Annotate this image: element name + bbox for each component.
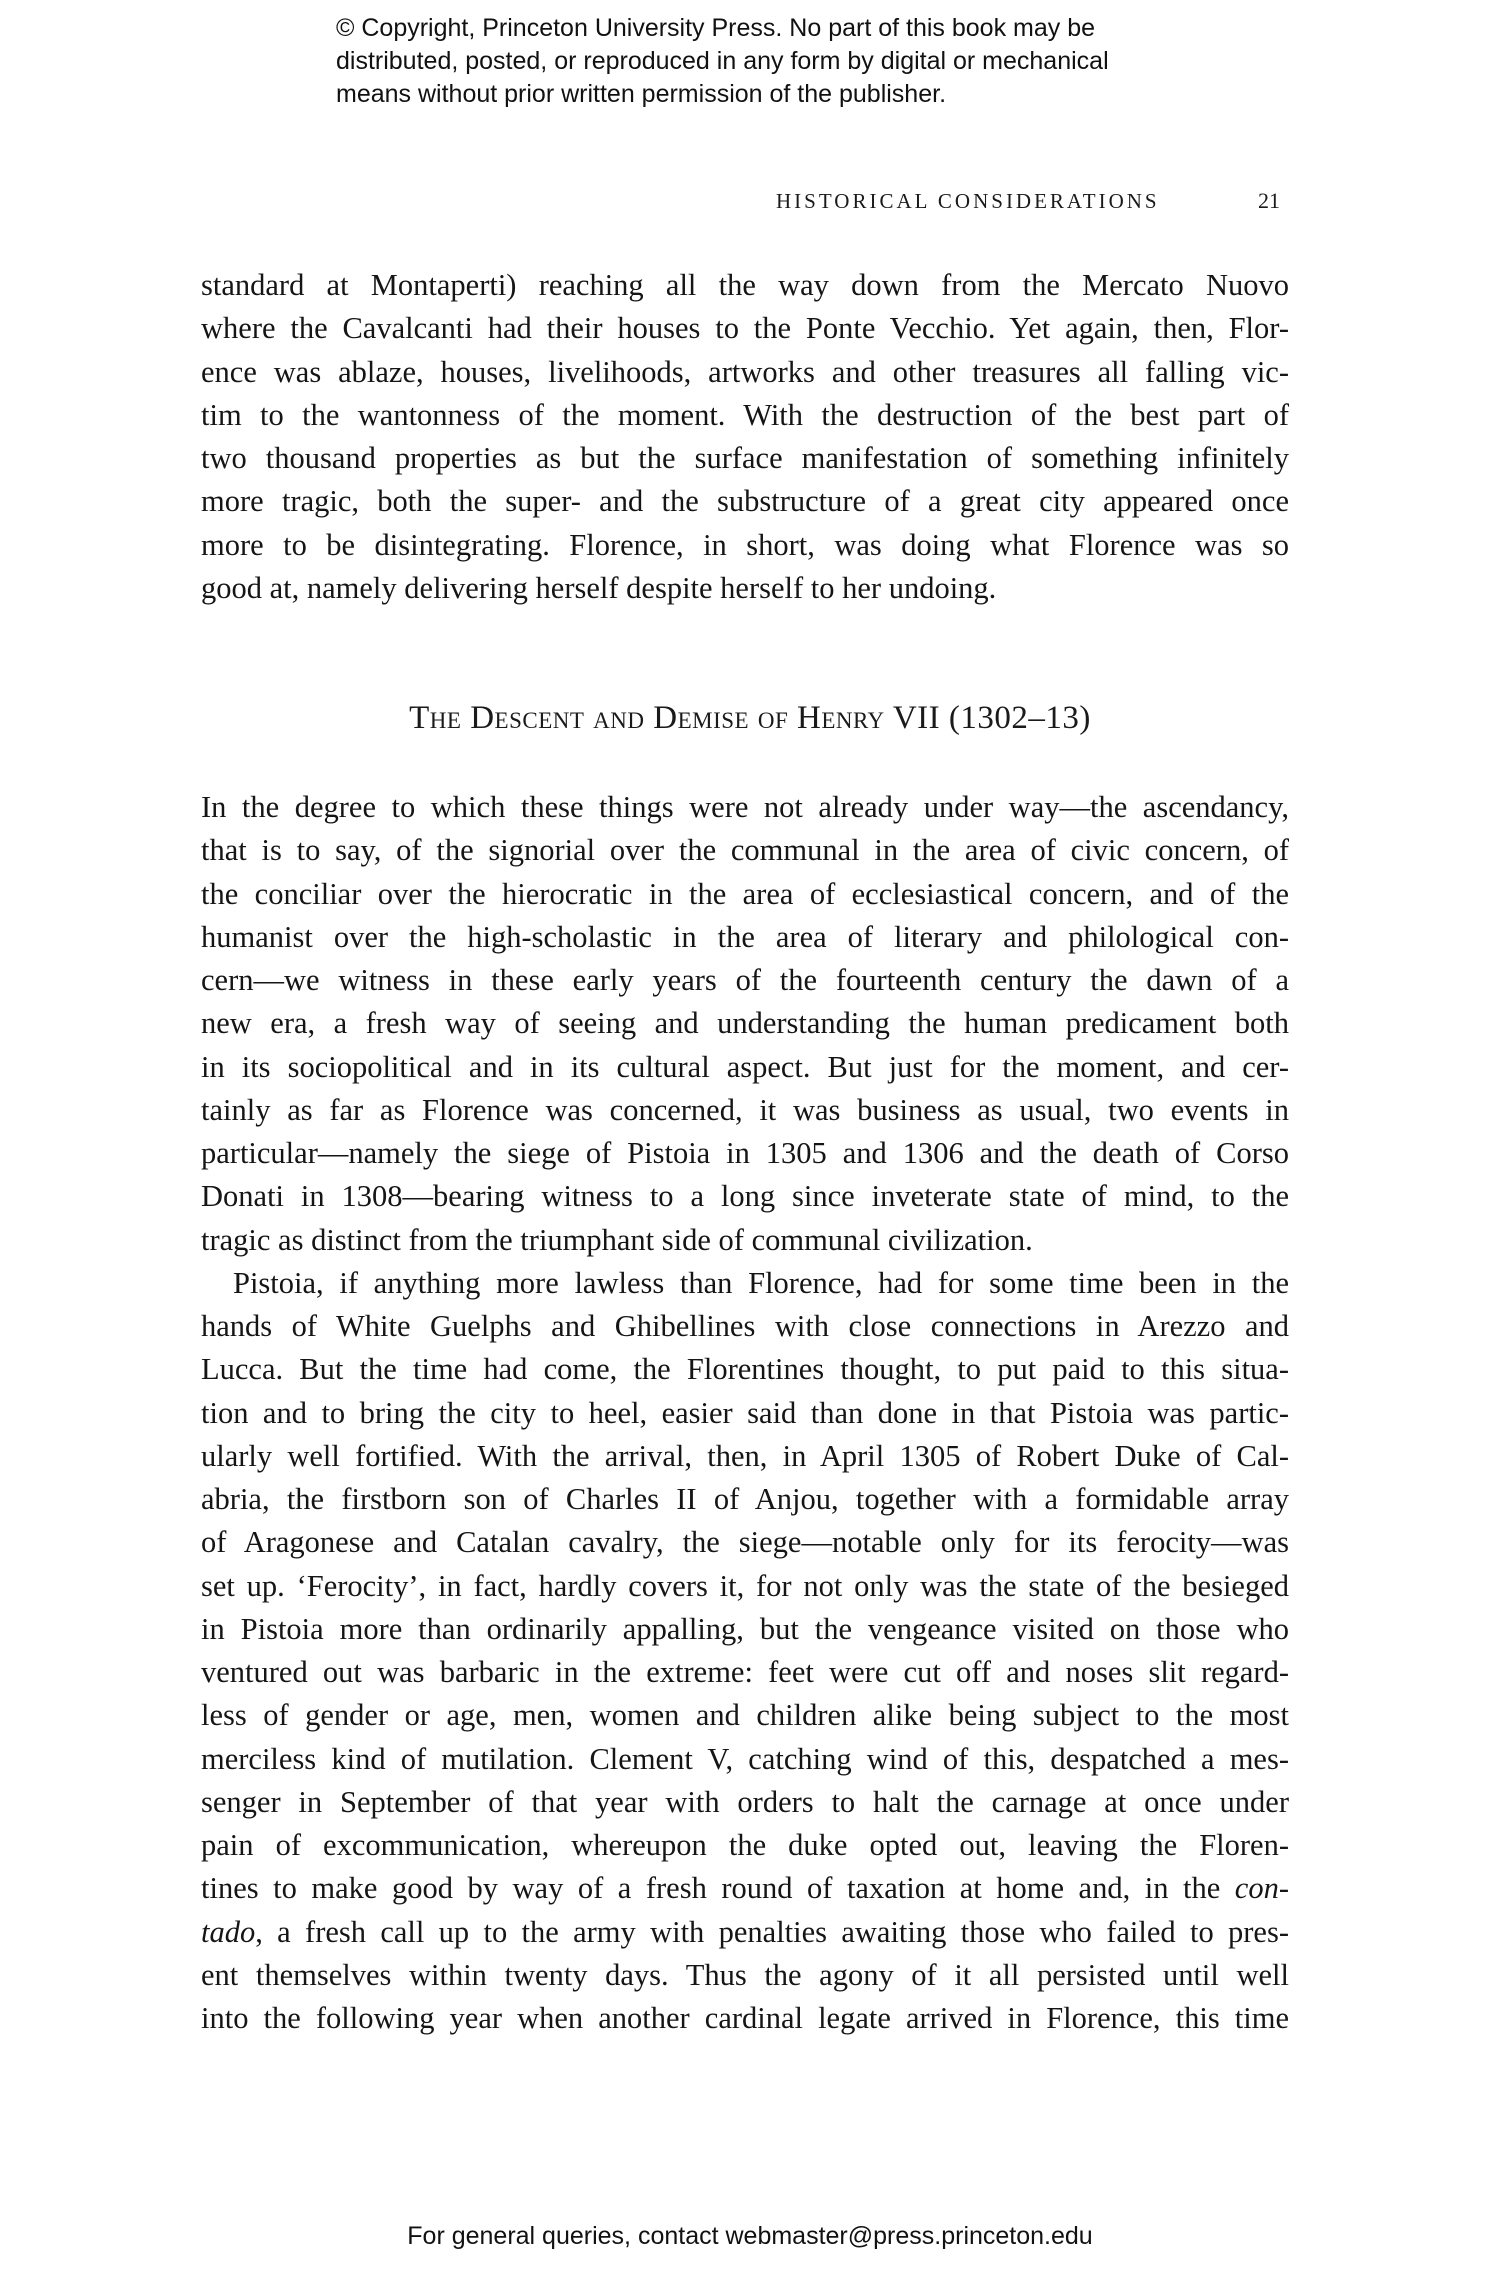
text-line: where the Cavalcanti had their houses to the Ponte Vecchio. Yet again, then, Flor-	[201, 311, 1289, 346]
page-number: 21	[1258, 188, 1280, 213]
running-head-title: HISTORICAL CONSIDERATIONS	[776, 189, 1160, 213]
text-line: ularly well fortified. With the arrival, then, in April 1305 of Robert Duke of Cal-	[201, 1438, 1289, 1473]
text-line: cern—we witness in these early years of the fourteenth century the dawn of a	[201, 963, 1289, 997]
copyright-line: © Copyright, Princeton University Press. No part of this book may be	[336, 14, 1096, 42]
running-head	[776, 188, 1280, 214]
section-body	[201, 786, 1289, 2040]
text-line: Lucca. But the time had come, the Florentines thought, to put paid to this situa-	[201, 1352, 1289, 1387]
text-line: ent themselves within twenty days. Thus the agony of it all persisted until well	[201, 1957, 1289, 1992]
italic-term: tado	[201, 1914, 256, 1949]
text-line: more to be disintegrating. Florence, in short, was doing what Florence was so	[201, 527, 1289, 562]
paragraph	[201, 786, 1289, 1262]
text-line: new era, a fresh way of seeing and understanding the human predicament both	[201, 1006, 1289, 1041]
text-line: particular—namely the siege of Pistoia in 1305 and 1306 and the death of Corso	[201, 1136, 1289, 1170]
text-line: of Aragonese and Catalan cavalry, the siege—notable only for its ferocity—was	[201, 1525, 1289, 1560]
text-line: in Pistoia more than ordinarily appalling, but the vengeance visited on those who	[201, 1611, 1289, 1646]
text-line: In the degree to which these things were not already under way—the ascendancy,	[201, 790, 1289, 824]
section-heading-text: The Descent and Demise of Henry VII (1302–13)	[409, 700, 1091, 736]
section-heading	[0, 700, 1500, 737]
text-line: ence was ablaze, houses, livelihoods, artworks and other treasures all falling vic-	[201, 354, 1289, 389]
text-line: that is to say, of the signorial over the communal in the area of civic concern, of	[201, 833, 1289, 868]
text-line: pain of excommunication, whereupon the duke opted out, leaving the Floren-	[201, 1828, 1289, 1862]
text-line: less of gender or age, men, women and children alike being subject to the most	[201, 1698, 1289, 1733]
text-line: tim to the wantonness of the moment. With the destruction of the best part of	[201, 397, 1289, 432]
footer-contact	[0, 2222, 1500, 2251]
text-line: Pistoia, if anything more lawless than Florence, had for some time been in the	[233, 1265, 1289, 1300]
copyright-notice	[336, 12, 1196, 111]
text-line: hands of White Guelphs and Ghibellines with close connections in Arezzo and	[201, 1309, 1289, 1343]
text-line: tion and to bring the city to heel, easier said than done in that Pistoia was partic-	[201, 1395, 1289, 1430]
text-line: ventured out was barbaric in the extreme: feet were cut off and noses slit regard-	[201, 1655, 1289, 1689]
text-line: in its sociopolitical and in its cultural aspect. But just for the moment, and cer-	[201, 1049, 1289, 1084]
text-line: two thousand properties as but the surface manifestation of something infinitely	[201, 441, 1289, 475]
text-line: tragic as distinct from the triumphant side of communal civilization.	[201, 1222, 1033, 1257]
text-line: set up. ‘Ferocity’, in fact, hardly covers it, for not only was the state of the besieged	[201, 1568, 1289, 1603]
text-line: good at, namely delivering herself despite herself to her undoing.	[201, 570, 997, 605]
text-line: tines to make good by way of a fresh round of taxation at home and, in the con-	[201, 1871, 1289, 1906]
text-line: Donati in 1308—bearing witness to a long since inveterate state of mind, to the	[201, 1179, 1289, 1214]
text-line: tainly as far as Florence was concerned, it was business as usual, two events in	[201, 1092, 1289, 1127]
text-line: abria, the firstborn son of Charles II of Anjou, together with a formidable array	[201, 1482, 1289, 1516]
footer-text: For general queries, contact webmaster@press.princeton.edu	[407, 2222, 1093, 2250]
text-line: merciless kind of mutilation. Clement V, catching wind of this, despatched a mes-	[201, 1741, 1289, 1776]
paragraph	[201, 1262, 1289, 2041]
text-line: the conciliar over the hierocratic in the area of ecclesiastical concern, and of the	[201, 876, 1289, 911]
copyright-line: means without prior written permission of the publisher.	[336, 80, 947, 108]
text-line: standard at Montaperti) reaching all the way down from the Mercato Nuovo	[201, 268, 1289, 302]
continued-paragraph	[201, 264, 1289, 610]
text-line: senger in September of that year with orders to halt the carnage at once under	[201, 1784, 1289, 1819]
text-line: humanist over the high-scholastic in the area of literary and philological con-	[201, 919, 1289, 954]
text-line: more tragic, both the super- and the substructure of a great city appeared once	[201, 484, 1289, 519]
text-line: into the following year when another cardinal legate arrived in Florence, this time	[201, 2001, 1289, 2035]
text-line: tado, a fresh call up to the army with penalties awaiting those who failed to pres-	[201, 1914, 1289, 1949]
copyright-line: distributed, posted, or reproduced in any form by digital or mechanical	[336, 47, 1109, 75]
italic-term: con-	[1234, 1871, 1289, 1906]
